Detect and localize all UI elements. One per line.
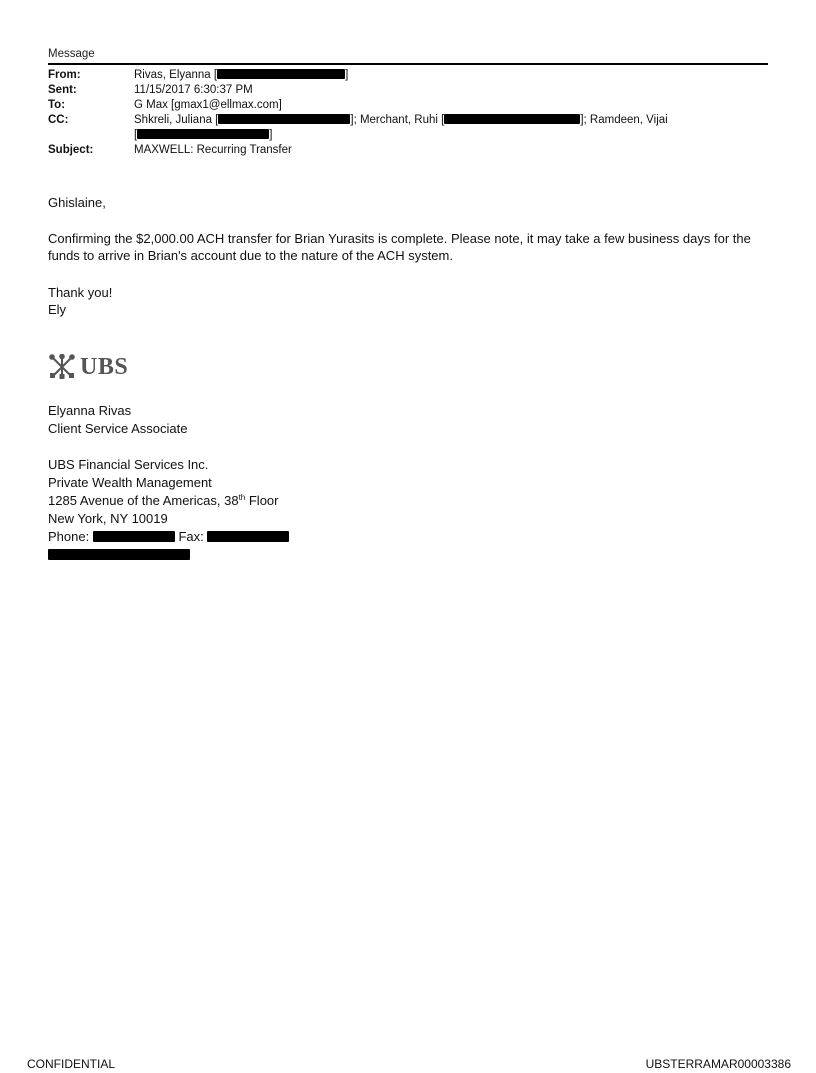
- sent-label: Sent:: [48, 84, 77, 96]
- subject-label: Subject:: [48, 144, 94, 156]
- cc-name-3: ]; Ramdeen, Vijai: [580, 114, 668, 126]
- from-name: Rivas, Elyanna [: [134, 69, 218, 81]
- cc-bracket-open: [: [134, 129, 138, 141]
- sent-value: 11/15/2017 6:30:37 PM: [134, 84, 253, 96]
- confidential-label: CONFIDENTIAL: [27, 1057, 116, 1071]
- phone-label: Phone:: [48, 529, 90, 544]
- ubs-logo: [48, 352, 128, 382]
- signature-title: Client Service Associate: [48, 421, 188, 436]
- signature-city: New York, NY 10019: [48, 511, 168, 526]
- to-value: G Max [gmax1@ellmax.com]: [134, 99, 282, 111]
- to-row: [48, 98, 768, 113]
- signature-address: [48, 492, 278, 510]
- signature-email: [48, 546, 190, 564]
- address-floor: Floor: [245, 493, 279, 508]
- redaction-block: [217, 69, 345, 79]
- from-value: [134, 68, 348, 83]
- address-line: 1285 Avenue of the Americas, 38: [48, 493, 239, 508]
- sent-row: [48, 83, 768, 98]
- signature-name: Elyanna Rivas: [48, 403, 132, 418]
- fax-label: Fax:: [178, 529, 204, 544]
- cc-name-2: ]; Merchant, Ruhi [: [350, 114, 445, 126]
- subject-value: MAXWELL: Recurring Transfer: [134, 144, 292, 156]
- cc-name-1: Shkreli, Juliana [: [134, 114, 219, 126]
- cc-label: CC:: [48, 114, 69, 126]
- ubs-keys-icon: [48, 354, 76, 380]
- header-divider: [48, 63, 768, 65]
- logo-text: UBS: [80, 353, 129, 380]
- from-label: From:: [48, 69, 81, 81]
- signature-company: UBS Financial Services Inc.: [48, 457, 209, 472]
- signature-division: Private Wealth Management: [48, 475, 212, 490]
- thanks-line: Thank you!: [48, 285, 113, 300]
- signature-phone-fax: [48, 528, 289, 546]
- cc-row-continued: [48, 128, 768, 143]
- to-label: To:: [48, 99, 66, 111]
- subject-row: [48, 143, 768, 158]
- from-row: [48, 68, 768, 83]
- redaction-block: [444, 114, 580, 124]
- redaction-block: [93, 531, 175, 542]
- redaction-block: [48, 549, 190, 560]
- cc-bracket-close: ]: [269, 129, 273, 141]
- cc-value: [134, 113, 668, 128]
- bates-number: UBSTERRAMAR00003386: [645, 1057, 791, 1071]
- greeting: Ghislaine,: [48, 195, 106, 210]
- from-bracket: ]: [345, 69, 349, 81]
- redaction-block: [207, 531, 289, 542]
- cc-value-line2: [134, 128, 272, 143]
- signoff: Ely: [48, 302, 67, 317]
- body-paragraph: Confirming the $2,000.00 ACH transfer for Brian Yurasits is complete. Please note, it may take a few business days for the funds to arrive in Brian's account due to the nature of the ACH system.: [48, 231, 751, 263]
- email-header: [48, 68, 768, 158]
- address-ordinal: th: [238, 493, 246, 502]
- message-label: Message: [48, 48, 95, 60]
- cc-row: [48, 113, 768, 128]
- redaction-block: [218, 114, 350, 124]
- redaction-block: [137, 129, 269, 139]
